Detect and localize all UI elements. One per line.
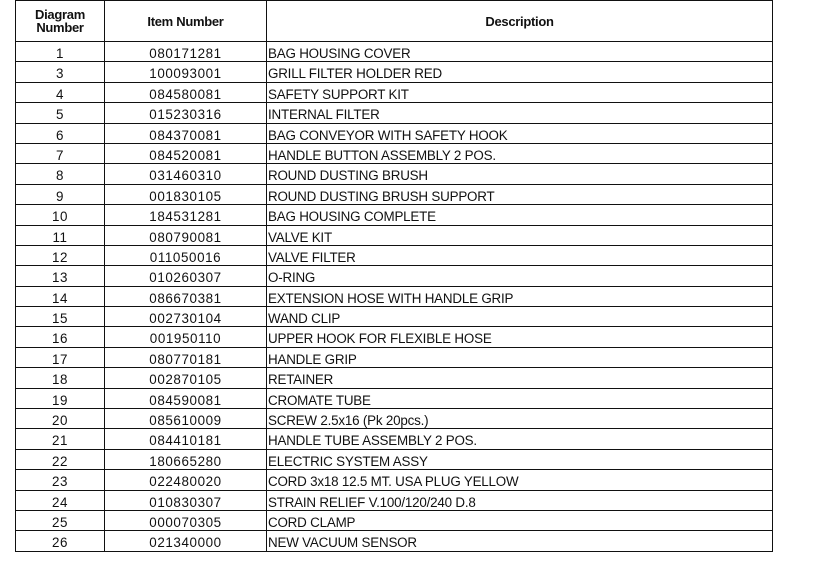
table-row [16, 470, 773, 490]
diagram-number-cell: 1 [16, 42, 105, 62]
table-row [16, 327, 773, 347]
header-diagram-number [16, 1, 105, 42]
table-row [16, 42, 773, 62]
description-cell: HANDLE GRIP [267, 347, 773, 367]
diagram-number-cell: 16 [16, 327, 105, 347]
item-number-cell: 015230316 [105, 103, 267, 123]
item-number-cell: 084410181 [105, 429, 267, 449]
item-number-cell: 084580081 [105, 82, 267, 102]
table-row [16, 449, 773, 469]
item-number-cell: 010830307 [105, 490, 267, 510]
table-row [16, 368, 773, 388]
item-number-cell: 001830105 [105, 184, 267, 204]
table-row [16, 143, 773, 163]
item-number-cell: 021340000 [105, 531, 267, 551]
item-number-cell: 085610009 [105, 409, 267, 429]
header-item-number: Item Number [105, 1, 267, 42]
description-cell: BAG HOUSING COMPLETE [267, 205, 773, 225]
item-number-cell: 002730104 [105, 307, 267, 327]
table-row [16, 205, 773, 225]
table-row [16, 286, 773, 306]
description-cell: CROMATE TUBE [267, 388, 773, 408]
description-cell: CORD 3x18 12.5 MT. USA PLUG YELLOW [267, 470, 773, 490]
diagram-number-cell: 7 [16, 143, 105, 163]
diagram-number-cell: 5 [16, 103, 105, 123]
table-row [16, 62, 773, 82]
description-cell: BAG CONVEYOR WITH SAFETY HOOK [267, 123, 773, 143]
header-row [16, 1, 773, 42]
item-number-cell: 080790081 [105, 225, 267, 245]
item-number-cell: 084370081 [105, 123, 267, 143]
description-cell: VALVE KIT [267, 225, 773, 245]
description-cell: SAFETY SUPPORT KIT [267, 82, 773, 102]
item-number-cell: 080171281 [105, 42, 267, 62]
description-cell: RETAINER [267, 368, 773, 388]
description-cell: HANDLE BUTTON ASSEMBLY 2 POS. [267, 143, 773, 163]
description-cell: VALVE FILTER [267, 245, 773, 265]
description-cell: SCREW 2.5x16 (Pk 20pcs.) [267, 409, 773, 429]
item-number-cell: 100093001 [105, 62, 267, 82]
description-cell: NEW VACUUM SENSOR [267, 531, 773, 551]
diagram-number-cell: 26 [16, 531, 105, 551]
description-cell: INTERNAL FILTER [267, 103, 773, 123]
table-row [16, 429, 773, 449]
item-number-cell: 022480020 [105, 470, 267, 490]
diagram-number-cell: 19 [16, 388, 105, 408]
item-number-cell: 002870105 [105, 368, 267, 388]
description-cell: ELECTRIC SYSTEM ASSY [267, 449, 773, 469]
diagram-number-cell: 9 [16, 184, 105, 204]
table-row [16, 225, 773, 245]
item-number-cell: 086670381 [105, 286, 267, 306]
header-diagram-line2: Number [36, 20, 84, 35]
description-cell: WAND CLIP [267, 307, 773, 327]
description-cell: O-RING [267, 266, 773, 286]
item-number-cell: 000070305 [105, 510, 267, 530]
diagram-number-cell: 23 [16, 470, 105, 490]
table-row [16, 388, 773, 408]
item-number-cell: 011050016 [105, 245, 267, 265]
table-row [16, 347, 773, 367]
diagram-number-cell: 15 [16, 307, 105, 327]
diagram-number-cell: 13 [16, 266, 105, 286]
item-number-cell: 010260307 [105, 266, 267, 286]
table-row [16, 245, 773, 265]
diagram-number-cell: 18 [16, 368, 105, 388]
header-description: Description [267, 1, 773, 42]
description-cell: BAG HOUSING COVER [267, 42, 773, 62]
parts-table [15, 0, 773, 552]
parts-table-body [16, 42, 773, 552]
description-cell: EXTENSION HOSE WITH HANDLE GRIP [267, 286, 773, 306]
description-cell: GRILL FILTER HOLDER RED [267, 62, 773, 82]
parts-table-header [16, 1, 773, 42]
item-number-cell: 084520081 [105, 143, 267, 163]
diagram-number-cell: 17 [16, 347, 105, 367]
diagram-number-cell: 6 [16, 123, 105, 143]
diagram-number-cell: 8 [16, 164, 105, 184]
table-row [16, 490, 773, 510]
item-number-cell: 180665280 [105, 449, 267, 469]
diagram-number-cell: 4 [16, 82, 105, 102]
table-row [16, 82, 773, 102]
description-cell: ROUND DUSTING BRUSH SUPPORT [267, 184, 773, 204]
diagram-number-cell: 10 [16, 205, 105, 225]
description-cell: ROUND DUSTING BRUSH [267, 164, 773, 184]
table-row [16, 164, 773, 184]
table-row [16, 531, 773, 551]
diagram-number-cell: 21 [16, 429, 105, 449]
diagram-number-cell: 25 [16, 510, 105, 530]
description-cell: STRAIN RELIEF V.100/120/240 D.8 [267, 490, 773, 510]
header-diagram-line1: Diagram [35, 7, 85, 22]
diagram-number-cell: 20 [16, 409, 105, 429]
diagram-number-cell: 24 [16, 490, 105, 510]
item-number-cell: 001950110 [105, 327, 267, 347]
item-number-cell: 184531281 [105, 205, 267, 225]
table-row [16, 307, 773, 327]
item-number-cell: 031460310 [105, 164, 267, 184]
table-row [16, 510, 773, 530]
diagram-number-cell: 12 [16, 245, 105, 265]
diagram-number-cell: 11 [16, 225, 105, 245]
description-cell: CORD CLAMP [267, 510, 773, 530]
table-row [16, 266, 773, 286]
table-row [16, 123, 773, 143]
description-cell: HANDLE TUBE ASSEMBLY 2 POS. [267, 429, 773, 449]
description-cell: UPPER HOOK FOR FLEXIBLE HOSE [267, 327, 773, 347]
diagram-number-cell: 22 [16, 449, 105, 469]
diagram-number-cell: 3 [16, 62, 105, 82]
diagram-number-cell: 14 [16, 286, 105, 306]
item-number-cell: 084590081 [105, 388, 267, 408]
table-row [16, 103, 773, 123]
table-row [16, 184, 773, 204]
item-number-cell: 080770181 [105, 347, 267, 367]
table-row [16, 409, 773, 429]
